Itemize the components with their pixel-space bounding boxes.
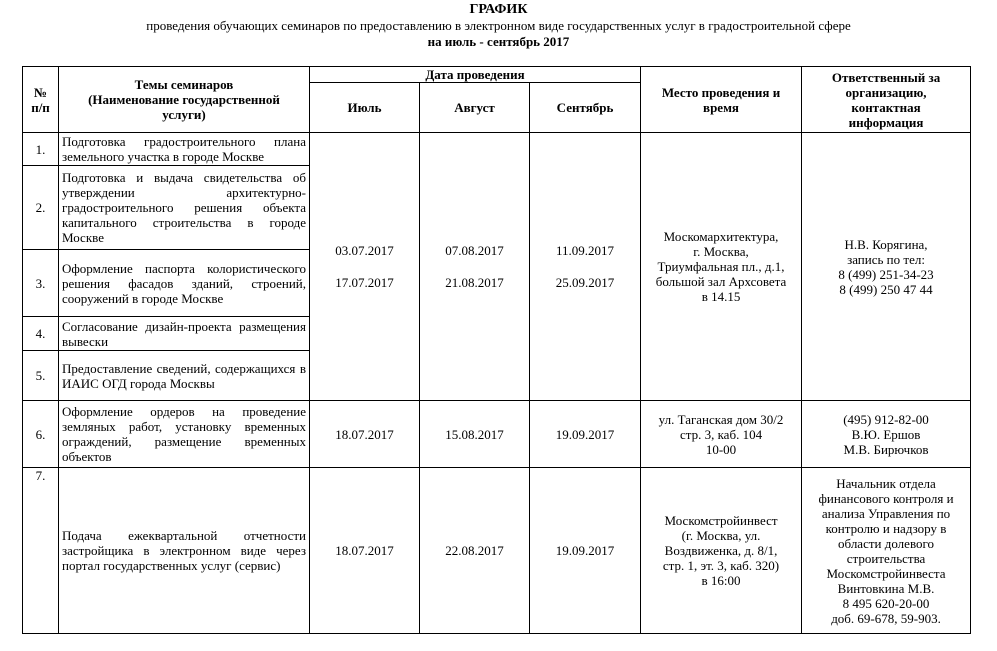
july-dates: 03.07.2017 17.07.2017: [310, 133, 420, 401]
header-responsible: Ответственный за организацию, контактная информация: [802, 67, 971, 133]
july-date: 18.07.2017: [310, 401, 420, 468]
row-topic: Предоставление сведений, содержащихся в ИАИС ОГД города Москвы: [59, 351, 310, 401]
row-num: 7.: [23, 468, 59, 634]
table-row: [23, 468, 971, 634]
august-dates: 07.08.2017 21.08.2017: [420, 133, 530, 401]
place-cell: Москомархитектура, г. Москва, Триумфальная пл., д.1, большой зал Архсовета в 14.15: [641, 133, 802, 401]
september-date: 19.09.2017: [530, 468, 641, 634]
document-subtitle: проведения обучающих семинаров по предоставлению в электронном виде государственных услуг в градостроительной сфере: [146, 18, 851, 33]
row-num: 5.: [23, 351, 59, 401]
row-num: 6.: [23, 401, 59, 468]
row-num: 2.: [23, 166, 59, 250]
header-topics: Темы семинаров (Наименование государственной услуги): [59, 67, 310, 133]
row-topic: Согласование дизайн-проекта размещения вывески: [59, 317, 310, 351]
header-september: Сентябрь: [530, 83, 641, 133]
document-title: ГРАФИК: [469, 2, 528, 17]
row-topic: Оформление паспорта колористического решения фасадов зданий, строений, сооружений в городе Москве: [59, 250, 310, 317]
september-dates: 11.09.2017 25.09.2017: [530, 133, 641, 401]
august-date: 22.08.2017: [420, 468, 530, 634]
seminar-schedule-table: [22, 66, 971, 634]
august-date: 15.08.2017: [420, 401, 530, 468]
place-cell: ул. Таганская дом 30/2 стр. 3, каб. 104 10-00: [641, 401, 802, 468]
header-row-1: [23, 67, 971, 83]
row-topic: Подготовка градостроительного плана земельного участка в городе Москве: [59, 133, 310, 166]
header-num: № п/п: [23, 67, 59, 133]
row-num: 4.: [23, 317, 59, 351]
row-topic: Подготовка и выдача свидетельства об утверждении архитектурно-градостроительного решения объекта капитального строительства в городе Москве: [59, 166, 310, 250]
july-date: 18.07.2017: [310, 468, 420, 634]
header-august: Август: [420, 83, 530, 133]
table-row: [23, 401, 971, 468]
row-num: 1.: [23, 133, 59, 166]
document-header: [0, 0, 997, 50]
header-date-group: Дата проведения: [310, 67, 641, 83]
place-cell: Москомстройинвест (г. Москва, ул. Воздвиженка, д. 8/1, стр. 1, эт. 3, каб. 320) в 16:00: [641, 468, 802, 634]
row-topic: Подача ежеквартальной отчетности застройщика в электронном виде через портал государственных услуг (сервис): [59, 468, 310, 634]
responsible-cell: Н.В. Корягина, запись по тел: 8 (499) 251-34-23 8 (499) 250 47 44: [802, 133, 971, 401]
responsible-cell: Начальник отдела финансового контроля и анализа Управления по контролю и надзору в области долевого строительства Москомстройинвеста Винтовкина М.В. 8 495 620-20-00 доб. 69-678, 59-903.: [802, 468, 971, 634]
document-period: на июль - сентябрь 2017: [427, 34, 570, 49]
header-place: Место проведения и время: [641, 67, 802, 133]
september-date: 19.09.2017: [530, 401, 641, 468]
table-row: [23, 133, 971, 166]
row-num: 3.: [23, 250, 59, 317]
responsible-cell: (495) 912-82-00 В.Ю. Ершов М.В. Бирючков: [802, 401, 971, 468]
header-july: Июль: [310, 83, 420, 133]
row-topic: Оформление ордеров на проведение земляных работ, установку временных ограждений, размещение временных объектов: [59, 401, 310, 468]
